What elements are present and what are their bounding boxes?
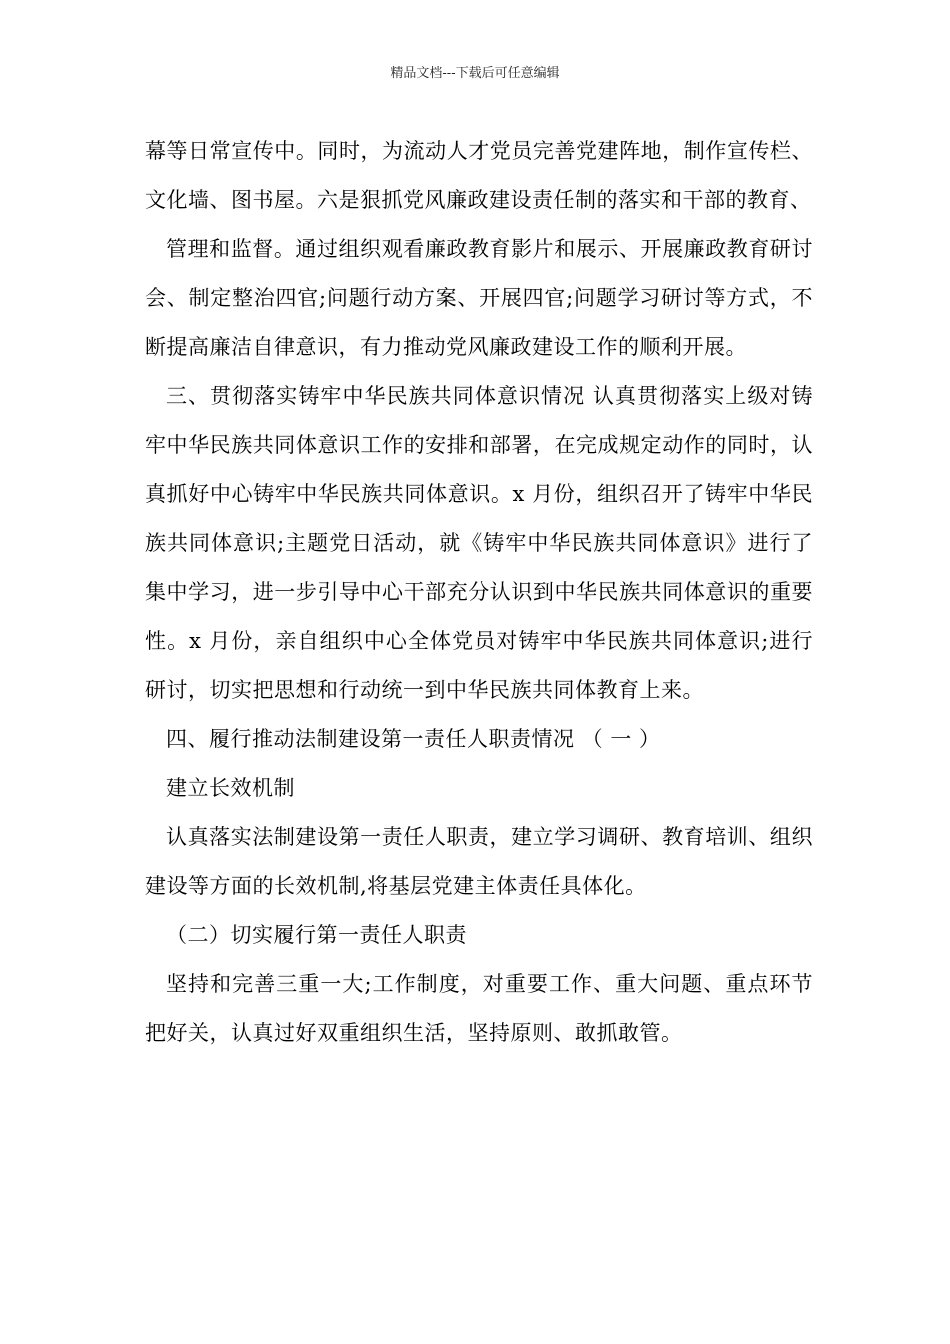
section-heading-3: 三、贯彻落实铸牢中华民族共同体意识情况 认真贯彻落实上级对铸牢中华民族共同体意识工作的安排和部署，在完成规定动作的同时，认真抓好中心铸牢中华民族共同体意识。x 月份，组织召开了铸牢中华民族共同体意识;主题党日活动，就《铸牢中华民族共同体意识》进行了集中学习，进一步引导中心干部充分认识到中华民族共同体意识的重要性。x 月份，亲自组织中心全体党员对铸牢中华民族共同体意识;进行研讨，切实把思想和行动统一到中华民族共同体教育上来。 xyxy=(145,384,813,702)
section-heading-4: 四、履行推动法制建设第一责任人职责情况 （ 一 ） xyxy=(166,727,661,751)
paragraph: 认真落实法制建设第一责任人职责，建立学习调研、教育培训、组织建设等方面的长效机制,将基层党建主体责任具体化。 xyxy=(145,825,813,898)
paragraph: 管理和监督。通过组织观看廉政教育影片和展示、开展廉政教育研讨会、制定整治四官;问题行动方案、开展四官;问题学习研讨等方式，不断提高廉洁自律意识，有力推动党风廉政建设工作的顺利开展。 xyxy=(145,237,813,359)
subsection-heading: （二）切实履行第一责任人职责 xyxy=(166,923,467,947)
paragraph: 坚持和完善三重一大;工作制度，对重要工作、重大问题、重点环节把好关，认真过好双重组织生活，坚持原则、敢抓敢管。 xyxy=(145,972,813,1045)
page-header: 精品文档---下载后可任意编辑 xyxy=(390,66,560,81)
subsection-heading: 建立长效机制 xyxy=(166,776,295,800)
paragraph: 幕等日常宣传中。同时，为流动人才党员完善党建阵地，制作宣传栏、文化墙、图书屋。六是狠抓党风廉政建设责任制的落实和干部的教育、 xyxy=(145,139,813,212)
document-body xyxy=(145,127,813,1058)
